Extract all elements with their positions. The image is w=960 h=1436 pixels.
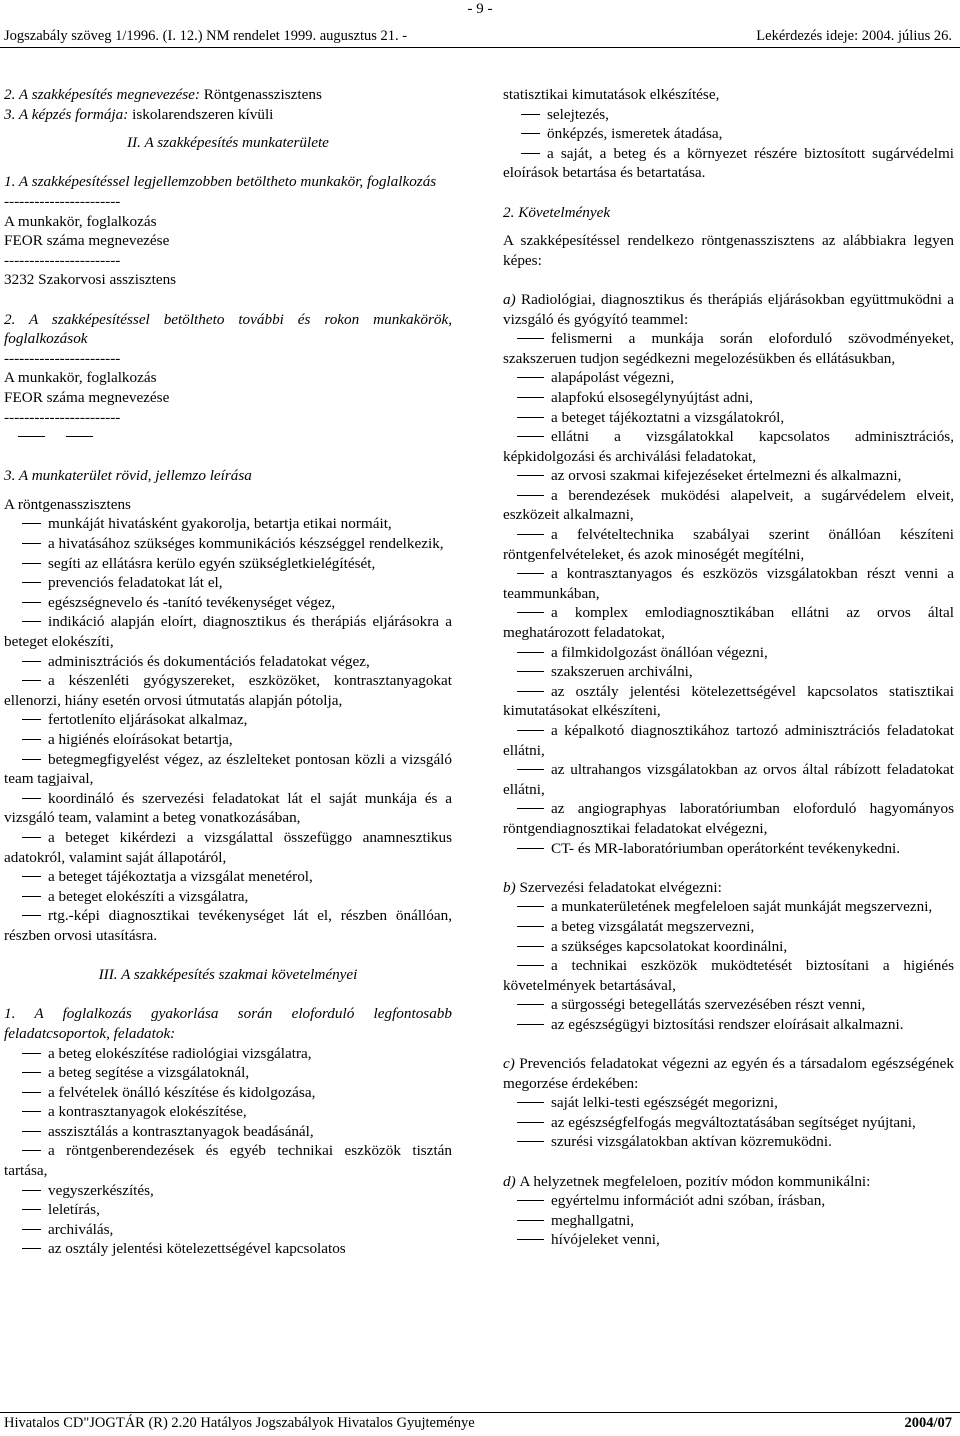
dash-mark <box>517 1141 544 1142</box>
paragraph <box>503 290 954 329</box>
list-item <box>503 1093 954 1113</box>
list-item-text: a beteget tájékoztatja a vizsgálat menetérol, <box>48 868 313 886</box>
text-run: Prevenciós feladatokat végezni az egyén és a társadalom egészségének megorzése érdekében: <box>503 1055 954 1092</box>
list-item <box>4 1181 452 1201</box>
list-item-text: a beteg segítése a vizsgálatoknál, <box>48 1064 250 1082</box>
dash-mark <box>517 397 544 398</box>
footer-rule <box>0 1412 960 1413</box>
list-item-text: leletírás, <box>48 1201 100 1219</box>
list-item <box>503 603 954 642</box>
spacer <box>503 270 954 290</box>
list-item <box>503 897 954 917</box>
dash-mark <box>22 1229 41 1230</box>
list-item-text: a beteget tájékoztatni a vizsgálatokról, <box>551 408 785 426</box>
list-item <box>503 525 954 564</box>
dash-mark <box>22 680 41 681</box>
italic-text: b) <box>503 878 520 896</box>
list-item-text: CT- és MR-laboratóriumban operátorként tevékenykedni. <box>551 839 901 857</box>
text-run: 3232 Szakorvosi asszisztens <box>4 271 177 289</box>
paragraph <box>4 310 452 349</box>
paragraph <box>503 878 954 898</box>
list-item-text: koordináló és szervezési feladatokat lát el saját munkája és a vizsgáló team, valamint a beteg vonatkozásában, <box>4 789 452 827</box>
paragraph <box>4 105 452 125</box>
list-item-text: a higiénés eloírásokat betartja, <box>48 731 233 748</box>
italic-text: 3. A munkaterület rövid, jellemzo leírása <box>4 467 252 485</box>
dash-mark <box>22 1131 41 1132</box>
list-item-text: a saját, a beteg és a környezet részére biztosított sugárvédelmi eloírások betartása és betartatása. <box>503 144 954 182</box>
text-run: statisztikai kimutatások elkészítése, <box>503 86 720 103</box>
list-item-text: prevenciós feladatokat lát el, <box>48 574 223 592</box>
dash-mark <box>22 719 41 720</box>
list-item-text: szurési vizsgálatokban aktívan közremuködni. <box>551 1133 832 1151</box>
list-item <box>503 124 954 144</box>
dash-mark <box>22 798 41 799</box>
list-item-text: alapápolást végezni, <box>551 369 675 387</box>
list-item-text: a röntgenberendezések és egyéb technikai eszközök tisztán tartása, <box>4 1142 452 1180</box>
footer-left: Hivatalos CD"JOGTÁR (R) 2.20 Hatályos Jogszabályok Hivatalos Gyujteménye <box>4 1415 475 1431</box>
dash-mark <box>22 1190 41 1191</box>
list-item-text: ellátni a vizsgálatokkal kapcsolatos adminisztrációs, képkidolgozási és archiválási feladatokat, <box>503 428 954 465</box>
italic-text: 1. A szakképesítéssel legjellemzobben betöltheto munkakör, foglalkozás <box>4 173 437 191</box>
paragraph <box>4 368 452 388</box>
text-run: A röntgenasszisztens <box>4 495 131 513</box>
spacer <box>4 486 452 495</box>
dash-mark <box>517 475 544 476</box>
list-item <box>503 486 954 525</box>
spacer <box>4 946 452 966</box>
list-item-text: az angiographyas laboratóriumban eloforduló hagyományos röntgendiagnosztikai feladatokat elvégezni, <box>503 800 954 837</box>
paragraph <box>4 251 452 271</box>
list-item-text: a felvételek önálló készítése és kidolgozása, <box>48 1083 316 1101</box>
list-item <box>503 1211 954 1231</box>
text-run: Radiológiai, diagnosztikus és therápiás eljárásokban együttmuködni a vizsgáló és gyógyító teammel: <box>503 290 955 328</box>
italic-text: 1. A foglalkozás gyakorlása során eloforduló legfontosabb feladatcsoportok, feladatok: <box>4 1005 452 1042</box>
list-item <box>4 612 452 651</box>
paragraph <box>4 388 452 408</box>
list-item <box>503 956 954 995</box>
list-item <box>503 721 954 760</box>
paragraph <box>4 495 452 515</box>
dash-mark <box>22 661 41 662</box>
list-item <box>4 789 452 828</box>
list-item-text: hívójeleket venni, <box>551 1231 660 1249</box>
dash-mark <box>18 436 45 437</box>
list-item <box>503 1191 954 1211</box>
spacer <box>503 1152 954 1172</box>
list-item-text: szakszeruen archiválni, <box>551 663 693 681</box>
text-run: FEOR száma megnevezése <box>4 232 170 250</box>
list-item <box>503 799 954 838</box>
list-item-text: a felvételtechnika szabályai szerint önállóan készíteni röntgenfelvételeket, és azok minoségét megítélni, <box>503 526 954 563</box>
list-item-text: archiválás, <box>48 1220 114 1238</box>
list-item <box>4 750 452 789</box>
paragraph <box>503 231 954 270</box>
list-item <box>503 682 954 721</box>
list-item <box>4 1220 452 1240</box>
list-item <box>4 1063 452 1083</box>
dash-mark <box>22 739 41 740</box>
paragraph <box>4 231 452 251</box>
list-item <box>503 105 954 125</box>
list-item-text: indikáció alapján eloírt, diagnosztikus és therápiás eljárásokra a beteget elokészíti, <box>4 613 452 651</box>
list-item <box>503 1015 954 1035</box>
list-item-text: a kontrasztanyagok elokészítése, <box>48 1103 247 1121</box>
dash-mark <box>517 377 544 378</box>
dash-mark <box>22 1150 41 1151</box>
italic-text: a) <box>503 290 521 308</box>
dash-mark <box>521 114 540 115</box>
text-run: ----------------------- <box>4 192 121 210</box>
dash-mark <box>517 906 544 907</box>
dash-mark <box>517 1102 544 1103</box>
list-item-text: a sürgosségi betegellátás szervezésében részt venni, <box>551 996 866 1014</box>
list-item <box>4 1044 452 1064</box>
list-item <box>503 937 954 957</box>
paragraph <box>4 466 452 486</box>
list-item-text: a technikai eszközök muködtetését biztosítani a higiénés követelmények betartásával, <box>503 957 954 994</box>
paragraph <box>4 349 452 369</box>
text-run: A munkakör, foglalkozás <box>4 369 157 387</box>
page-number: - 9 - <box>467 1 493 17</box>
dash-mark <box>517 671 544 672</box>
list-item-text: a hivatásához szükséges kommunikációs készséggel rendelkezik, <box>48 535 444 553</box>
text-run: A szakképesítéssel rendelkezo röntgenasszisztens az alábbiakra legyen képes: <box>503 232 954 269</box>
dash-mark <box>517 338 544 339</box>
list-item <box>4 593 452 613</box>
italic-text: III. A szakképesítés szakmai követelményei <box>98 966 358 984</box>
paragraph <box>503 85 954 105</box>
list-item-text: egyértelmu információt adni szóban, írásban, <box>551 1192 826 1210</box>
spacer <box>503 222 954 231</box>
text-run: Röntgenasszisztens <box>203 86 322 103</box>
dash-mark <box>517 965 544 966</box>
paragraph <box>4 192 452 212</box>
list-item-text: a filmkidolgozást önállóan végezni, <box>551 643 768 661</box>
dash-mark <box>22 621 41 622</box>
list-item <box>503 1230 954 1250</box>
dash-mark <box>517 769 544 770</box>
list-item-text: a beteget elokészíti a vizsgálatra, <box>48 887 249 905</box>
list-item-text: munkáját hivatásként gyakorolja, betartja etikai normáit, <box>48 515 392 533</box>
list-item-text: a képalkotó diagnosztikához tartozó adminisztrációs feladatokat ellátni, <box>503 722 954 759</box>
italic-text: 3. A képzés formája: <box>4 105 133 123</box>
spacer <box>4 985 452 1005</box>
list-item-text: vegyszerkészítés, <box>48 1181 154 1199</box>
list-item <box>4 867 452 887</box>
dash-mark <box>517 730 544 731</box>
dash-mark <box>517 652 544 653</box>
text-run: ----------------------- <box>4 349 121 367</box>
spacer <box>4 447 452 467</box>
left-column <box>4 85 452 1259</box>
dash-mark <box>22 876 41 877</box>
dash-mark <box>517 436 544 437</box>
dash-mark <box>22 1209 41 1210</box>
list-item <box>503 144 954 183</box>
dash-mark <box>517 612 544 613</box>
dash-mark <box>517 1024 544 1025</box>
list-item <box>4 671 452 710</box>
list-item <box>4 554 452 574</box>
list-item <box>503 564 954 603</box>
paragraph <box>4 408 452 428</box>
list-item <box>503 643 954 663</box>
spacer <box>503 858 954 878</box>
list-item-text: az egészségfelfogás megváltoztatásában segítséget nyújtani, <box>551 1113 916 1131</box>
text-run: FEOR száma megnevezése <box>4 388 170 406</box>
paragraph <box>4 1004 452 1043</box>
list-item-text: a beteg vizsgálatát megszervezni, <box>551 917 755 935</box>
spacer <box>503 1035 954 1055</box>
list-item <box>503 329 954 368</box>
list-item <box>503 760 954 799</box>
list-item-text: az osztály jelentési kötelezettségével kapcsolatos <box>48 1240 346 1258</box>
dash-mark <box>517 1122 544 1123</box>
list-item <box>4 906 452 945</box>
list-item <box>503 917 954 937</box>
list-item <box>4 730 452 750</box>
list-item-text: adminisztrációs és dokumentációs feladatokat végez, <box>48 652 370 670</box>
right-column <box>503 85 954 1250</box>
dash-mark <box>517 808 544 809</box>
list-item-text: a beteget kikérdezi a vizsgálattal összefüggo anamnesztikus adatokról, valamint saját állapotáról, <box>4 828 452 866</box>
list-item <box>4 573 452 593</box>
dash-mark <box>517 1004 544 1005</box>
list-item-text: a készenléti gyógyszereket, eszközöket, kontrasztanyagokat ellenorzi, hiány esetén orvosi útmutatás alapján pótolja, <box>4 672 452 709</box>
dash-mark <box>22 543 41 544</box>
dash-mark <box>521 133 540 134</box>
list-item-text: egészségnevelo és -tanító tevékenységet végez, <box>48 593 336 611</box>
dash-mark <box>517 926 544 927</box>
list-item-text: az orvosi szakmai kifejezéseket értelmezni és alkalmazni, <box>551 467 902 485</box>
list-item <box>503 368 954 388</box>
dash-mark <box>521 153 540 154</box>
list-item <box>503 427 954 466</box>
list-item <box>4 1141 452 1180</box>
dash-mark <box>22 582 41 583</box>
italic-text: d) <box>503 1172 520 1190</box>
list-item-text: az osztály jelentési kötelezettségével kapcsolatos statisztikai kimutatásokat elkészíteni, <box>503 682 954 720</box>
list-item <box>4 710 452 730</box>
list-item <box>4 514 452 534</box>
italic-text: 2. Követelmények <box>503 203 611 221</box>
list-item-text: a komplex emlodiagnosztikában ellátni az orvos által meghatározott feladatokat, <box>503 604 954 642</box>
paragraph <box>4 270 452 290</box>
spacer <box>4 153 452 173</box>
dash-mark <box>22 1248 41 1249</box>
text-run: ----------------------- <box>4 251 121 269</box>
dash-mark <box>22 602 41 603</box>
list-item-text: az ultrahangos vizsgálatokban az orvos által rábízott feladatokat ellátni, <box>503 761 954 798</box>
list-item-text: meghallgatni, <box>551 1211 635 1229</box>
list-item <box>503 388 954 408</box>
list-item <box>503 995 954 1015</box>
section-heading <box>4 133 452 153</box>
list-item-text: a munkaterületének megfeleloen saját munkáját megszervezni, <box>551 898 933 916</box>
empty-table-row <box>4 427 452 447</box>
italic-text: 2. A szakképesítéssel betöltheto további és rokon munkakörök, foglalkozások <box>4 310 452 348</box>
list-item-text: felismerni a munkája során eloforduló szövodményeket, szakszeruen tudjon segédkezni megelozésükben és ellátásukban, <box>503 330 954 367</box>
paragraph <box>503 1172 954 1192</box>
list-item-text: önképzés, ismeretek átadása, <box>547 125 723 143</box>
running-header <box>4 27 956 45</box>
dash-mark <box>517 417 544 418</box>
list-item <box>503 408 954 428</box>
italic-text: c) <box>503 1055 520 1073</box>
dash-mark <box>517 1200 544 1201</box>
paragraph <box>4 85 452 105</box>
list-item <box>4 1122 452 1142</box>
paragraph <box>4 212 452 232</box>
list-item-text: a szükséges kapcsolatokat koordinálni, <box>551 937 788 955</box>
text-run: A munkakör, foglalkozás <box>4 212 157 230</box>
paragraph <box>503 1054 954 1093</box>
list-item-text: az egészségügyi biztosítási rendszer eloírásait alkalmazni. <box>551 1015 904 1033</box>
text-run: ----------------------- <box>4 408 121 426</box>
list-item <box>503 1113 954 1133</box>
dash-mark <box>517 848 544 849</box>
dash-mark <box>517 946 544 947</box>
text-run: Szervezési feladatokat elvégezni: <box>519 878 722 896</box>
header-right: Lekérdezés ideje: 2004. július 26. <box>756 28 952 44</box>
italic-text: 2. A szakképesítés megnevezése: <box>4 86 204 103</box>
list-item-text: betegmegfigyelést végez, az észlelteket pontosan közli a vizsgáló team tagjaival, <box>4 750 452 788</box>
dash-mark <box>22 523 41 524</box>
dash-mark <box>22 1092 41 1093</box>
list-item <box>4 534 452 554</box>
list-item <box>503 466 954 486</box>
list-item-text: fertotleníto eljárásokat alkalmaz, <box>48 711 248 729</box>
list-item-text: a berendezések muködési alapelveit, a sugárvédelem elveit, eszközeit alkalmazni, <box>503 486 954 524</box>
list-item <box>503 662 954 682</box>
paragraph <box>4 172 452 192</box>
spacer <box>4 124 452 133</box>
dash-mark <box>22 563 41 564</box>
list-item <box>503 839 954 859</box>
dash-mark <box>22 759 41 760</box>
dash-mark <box>517 1220 544 1221</box>
list-item-text: asszisztálás a kontrasztanyagok beadásánál, <box>48 1122 314 1140</box>
text-run: A helyzetnek megfeleloen, pozitív módon kommunikálni: <box>519 1172 871 1190</box>
dash-mark <box>22 1111 41 1112</box>
list-item <box>4 1102 452 1122</box>
dash-mark <box>22 1072 41 1073</box>
running-footer <box>4 1414 956 1432</box>
footer-right: 2004/07 <box>904 1415 952 1431</box>
header-rule <box>0 47 960 48</box>
dash-mark <box>517 1239 544 1240</box>
list-item-text: selejtezés, <box>547 105 609 123</box>
list-item-text: a kontrasztanyagos és eszközös vizsgálatokban részt venni a teammunkában, <box>503 565 954 602</box>
italic-text: II. A szakképesítés munkaterülete <box>127 134 329 152</box>
list-item <box>4 828 452 867</box>
list-item-text: rtg.-képi diagnosztikai tevékenységet lát el, részben önállóan, részben orvosi utasításra. <box>4 907 452 944</box>
list-item <box>4 1200 452 1220</box>
list-item <box>4 1083 452 1103</box>
dash-mark <box>22 1053 41 1054</box>
dash-mark <box>22 837 41 838</box>
list-item <box>4 887 452 907</box>
list-item <box>4 1239 452 1259</box>
list-item <box>503 1132 954 1152</box>
list-item-text: segíti az ellátásra kerülo egyén szükségletkielégítését, <box>48 554 376 572</box>
dash-mark <box>517 495 544 496</box>
list-item-text: saját lelki-testi egészségét megorizni, <box>551 1094 778 1112</box>
section-heading <box>4 965 452 985</box>
list-item-text: alapfokú elsosegélynyújtást adni, <box>551 388 754 406</box>
dash-mark <box>517 573 544 574</box>
dash-mark <box>22 896 41 897</box>
dash-mark <box>66 436 93 437</box>
spacer <box>4 290 452 310</box>
spacer <box>503 183 954 203</box>
header-left: Jogszabály szöveg 1/1996. (I. 12.) NM rendelet 1999. augusztus 21. - <box>4 28 408 44</box>
list-item <box>4 652 452 672</box>
paragraph <box>503 203 954 223</box>
dash-mark <box>22 915 41 916</box>
text-run: iskolarendszeren kívüli <box>132 105 274 123</box>
dash-mark <box>517 691 544 692</box>
list-item-text: a beteg elokészítése radiológiai vizsgálatra, <box>48 1044 312 1062</box>
dash-mark <box>517 534 544 535</box>
